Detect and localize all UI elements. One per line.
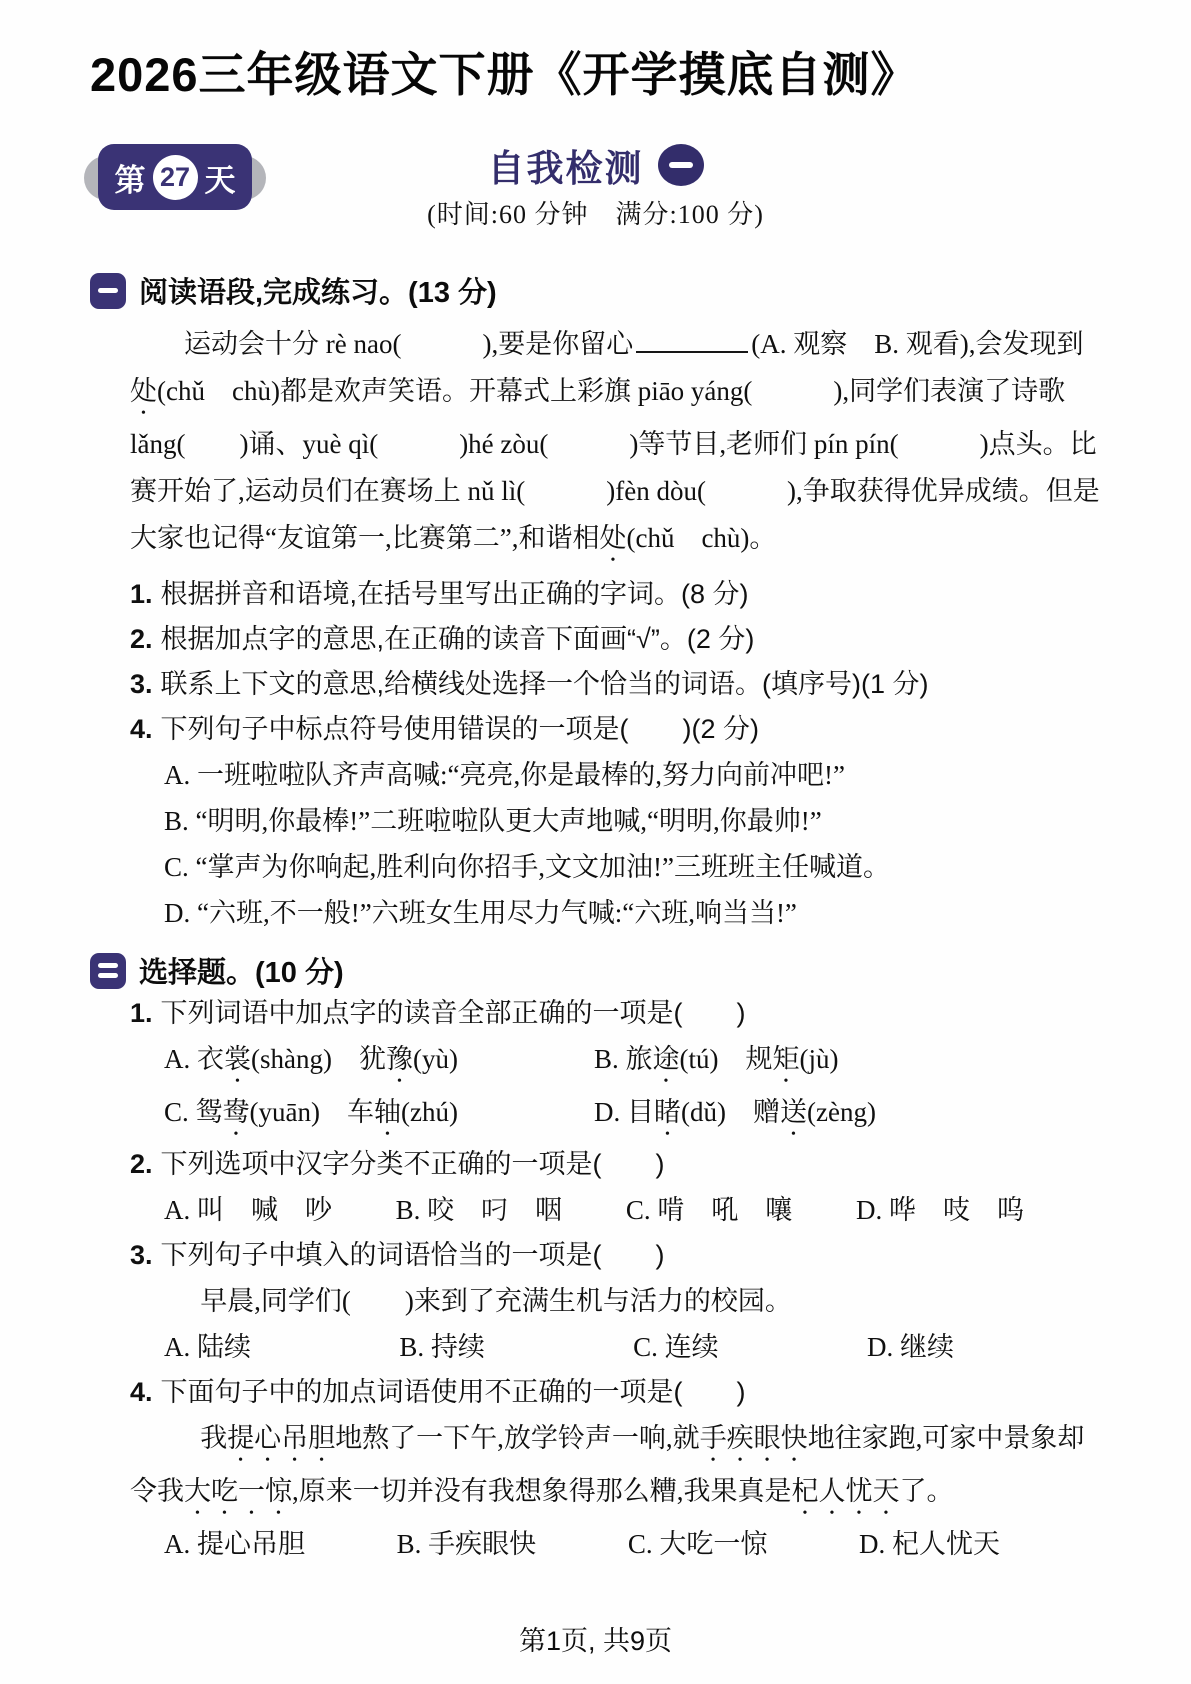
question-text: 下面句子中的加点词语使用不正确的一项是( ) <box>160 1377 746 1407</box>
day-suffix: 天 <box>204 162 236 198</box>
test-number-one-icon <box>658 144 704 186</box>
s2-q3-option-b: B. 持续 <box>399 1332 485 1362</box>
question-number: 1. <box>130 579 153 609</box>
day-number: 27 <box>153 155 198 200</box>
s1-q4-option-a: A. 一班啦啦队齐声高喊:“亮亮,你是最棒的,努力向前冲吧!” <box>164 760 845 790</box>
s2-question-1 <box>130 991 1101 1036</box>
fill-in-blank <box>636 325 748 353</box>
question-number: 2. <box>130 1149 153 1179</box>
s2-q1-options-row1 <box>164 1036 1101 1089</box>
question-text: 根据拼音和语境,在括号里写出正确的字词。(8 分) <box>160 579 749 609</box>
question-text: 根据加点字的意思,在正确的读音下面画“√”。(2 分) <box>160 624 755 654</box>
s1-q4-option-c: C. “掌声为你响起,胜利向你招手,文文加油!”三班班主任喊道。 <box>164 852 890 882</box>
s2-q3-options <box>164 1324 954 1370</box>
s2-q3-context: 早晨,同学们( )来到了充满生机与活力的校园。 <box>200 1286 792 1316</box>
question-text: 联系上下文的意思,给横线处选择一个恰当的词语。(填序号)(1 分) <box>160 669 929 699</box>
s2-q3-option-a: A. 陆续 <box>164 1332 251 1362</box>
section2-heading <box>90 950 1101 991</box>
s2-q4-passage: 我提心吊胆地熬了一下午,放学铃声一响,就手疾眼快地往家跑,可家中景象却令我大吃一惊,原来一切并没有我想象得那么糟,我果真是杞人忧天了。 <box>130 1423 1085 1506</box>
s2-q1-options-row2 <box>164 1089 1101 1142</box>
section2-heading-label: 选择题。(10 分) <box>139 957 344 989</box>
question-number: 4. <box>130 1377 153 1407</box>
s1-question-4 <box>130 707 1101 752</box>
section1-heading-label: 阅读语段,完成练习。(13 分) <box>139 277 497 309</box>
section-two-icon <box>90 953 126 989</box>
s2-q2-options <box>164 1187 1024 1233</box>
s2-q4-option-a: A. 提心吊胆 <box>164 1529 305 1559</box>
s2-question-3 <box>130 1233 1101 1278</box>
question-number: 3. <box>130 1240 153 1270</box>
reading-passage: 运动会十分 rè nao( ),要是你留心 (A. 观察 B. 观看),会发现到处(chǔ chù)都是欢声笑语。开幕式上彩旗 piāo yáng( ),同学们表演了诗歌 lǎng( )诵、yuè qì( )hé zòu( )等节目,老师们 pín pín( )点头。比赛开始了,运动员们在赛场上 nǔ lì( )fèn dòu( ),争取获得优异成绩。但是大家也记得“友谊第一,比赛第二”,和谐相处(chǔ chù)。 <box>130 321 1101 568</box>
test-title-row <box>90 138 1101 192</box>
question-text: 下列句子中标点符号使用错误的一项是( )(2 分) <box>160 714 760 744</box>
test-title: 自我检测 <box>487 148 644 189</box>
s1-question-2 <box>130 617 1101 662</box>
section1-heading <box>90 270 1101 311</box>
question-text: 下列选项中汉字分类不正确的一项是( ) <box>160 1149 665 1179</box>
s2-q4-option-c: C. 大吃一惊 <box>627 1529 768 1559</box>
s2-q1-option-d: D. 目睹(dǔ) 赠送(zèng) <box>594 1097 876 1127</box>
s2-q1-option-c: C. 鸳鸯(yuān) 车轴(zhú) <box>164 1097 458 1127</box>
question-number: 2. <box>130 624 153 654</box>
s2-q2-option-d: D. 哗 吱 呜 <box>856 1195 1024 1225</box>
question-number: 3. <box>130 669 153 699</box>
s2-question-2 <box>130 1142 1101 1187</box>
s2-q3-option-d: D. 继续 <box>866 1332 954 1362</box>
question-number: 1. <box>130 998 153 1028</box>
s2-question-4 <box>130 1370 1101 1415</box>
question-text: 下列句子中填入的词语恰当的一项是( ) <box>160 1240 665 1270</box>
s2-q2-option-a: A. 叫 喊 吵 <box>164 1195 332 1225</box>
s2-q3-option-c: C. 连续 <box>633 1332 719 1362</box>
s1-q4-option-b: B. “明明,你最棒!”二班啦啦队更大声地喊,“明明,你最帅!” <box>164 806 822 836</box>
s2-q4-option-b: B. 手疾眼快 <box>396 1529 537 1559</box>
s2-q4-options <box>164 1521 1000 1567</box>
s2-q2-option-b: B. 咬 叼 咽 <box>395 1195 563 1225</box>
page-number: 第1页, 共9页 <box>518 1626 673 1656</box>
s1-question-3 <box>130 662 1101 707</box>
day-prefix: 第 <box>114 162 146 198</box>
s2-q1-option-b: B. 旅途(tú) 规矩(jù) <box>594 1044 839 1074</box>
page-title: 2026三年级语文下册《开学摸底自测》 <box>90 48 919 101</box>
test-meta: (时间:60 分钟 满分:100 分) <box>427 200 764 229</box>
section-one-icon <box>90 273 126 309</box>
s2-q1-option-a: A. 衣裳(shàng) 犹豫(yù) <box>164 1044 458 1074</box>
s1-q4-option-d: D. “六班,不一般!”六班女生用尽力气喊:“六班,响当当!” <box>164 898 797 928</box>
s2-q4-option-d: D. 杞人忧天 <box>859 1529 1000 1559</box>
question-text: 下列词语中加点字的读音全部正确的一项是( ) <box>160 998 746 1028</box>
question-number: 4. <box>130 714 153 744</box>
test-header <box>90 128 1101 256</box>
s1-question-1 <box>130 572 1101 617</box>
s2-q2-option-c: C. 啃 吼 嚷 <box>625 1195 793 1225</box>
